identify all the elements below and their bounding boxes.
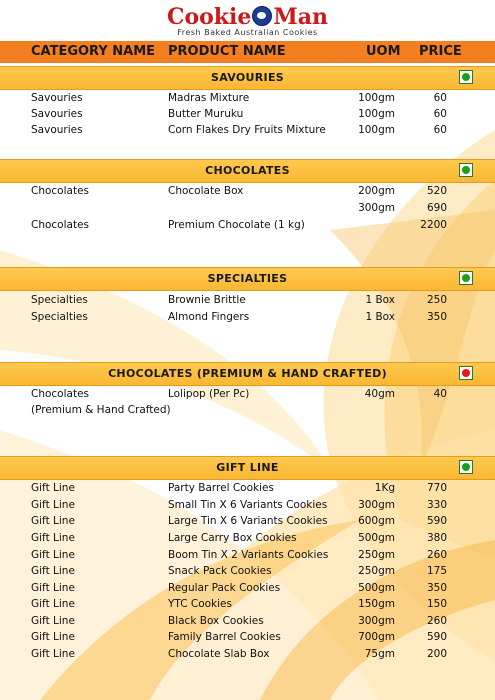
- menu-row: [0, 185, 495, 201]
- row-price: 60: [433, 108, 447, 120]
- row-uom: 250gm: [358, 549, 395, 561]
- row-uom: 150gm: [358, 598, 395, 610]
- row-price: 350: [426, 311, 447, 323]
- row-price: 380: [426, 532, 447, 544]
- row-uom: 40gm: [364, 388, 395, 400]
- brand-tagline: Fresh Baked Australian Cookies: [177, 28, 318, 37]
- row-uom: 300gm: [358, 615, 395, 627]
- row-price: 175: [426, 565, 447, 577]
- menu-row: [0, 565, 495, 581]
- row-category: Specialties: [31, 294, 88, 306]
- veg-marker-icon: [459, 70, 473, 84]
- row-product: Family Barrel Cookies: [168, 631, 281, 643]
- row-uom: 700gm: [358, 631, 395, 643]
- row-uom: 100gm: [358, 108, 395, 120]
- header-product: PRODUCT NAME: [168, 44, 286, 59]
- brand-name-part1: Cookie: [166, 4, 252, 30]
- row-product: Corn Flakes Dry Fruits Mixture: [168, 124, 326, 136]
- row-uom: 300gm: [358, 202, 395, 214]
- menu-row: [0, 549, 495, 565]
- row-uom: 1Kg: [374, 482, 395, 494]
- row-product: Chocolate Slab Box: [168, 648, 270, 660]
- mascot-icon: [252, 6, 272, 26]
- row-product: Snack Pack Cookies: [168, 565, 272, 577]
- row-price: 2200: [420, 219, 447, 231]
- row-uom: 1 Box: [365, 294, 395, 306]
- row-price: 260: [426, 549, 447, 561]
- row-uom: 75gm: [364, 648, 395, 660]
- row-category: Gift Line: [31, 549, 75, 561]
- section-band: [0, 267, 495, 291]
- row-product: Madras Mixture: [168, 92, 250, 104]
- row-category: Gift Line: [31, 615, 75, 627]
- row-category: Gift Line: [31, 515, 75, 527]
- menu-row: [0, 124, 495, 140]
- row-uom: 200gm: [358, 185, 395, 197]
- menu-row: [0, 615, 495, 631]
- section-band: [0, 456, 495, 480]
- menu-row: [0, 108, 495, 124]
- section-band: [0, 66, 495, 90]
- section-band: [0, 362, 495, 386]
- menu-row: [0, 92, 495, 108]
- row-category: Chocolates: [31, 388, 90, 400]
- menu-row: [0, 648, 495, 664]
- menu-row: [0, 202, 495, 218]
- menu-row: [0, 388, 495, 404]
- row-price: 40: [433, 388, 447, 400]
- row-product: Brownie Brittle: [168, 294, 246, 306]
- row-uom: 250gm: [358, 565, 395, 577]
- menu-row: [0, 582, 495, 598]
- row-category: (Premium & Hand Crafted): [31, 404, 171, 416]
- menu-row: [0, 294, 495, 310]
- row-category: Gift Line: [31, 631, 75, 643]
- menu-row: [0, 631, 495, 647]
- row-category: Gift Line: [31, 598, 75, 610]
- section-title: SAVOURIES: [211, 71, 284, 84]
- row-product: Party Barrel Cookies: [168, 482, 274, 494]
- row-price: 590: [426, 631, 447, 643]
- row-price: 770: [426, 482, 447, 494]
- row-category: Chocolates: [31, 185, 90, 197]
- table-header: [0, 41, 495, 63]
- nonveg-marker-icon: [459, 366, 473, 380]
- menu-row: [0, 404, 495, 420]
- row-price: 690: [426, 202, 447, 214]
- row-price: 200: [426, 648, 447, 660]
- veg-marker-icon: [459, 271, 473, 285]
- section-band: [0, 159, 495, 183]
- row-uom: 1 Box: [365, 311, 395, 323]
- veg-marker-icon: [459, 460, 473, 474]
- row-uom: 100gm: [358, 124, 395, 136]
- row-product: Black Box Cookies: [168, 615, 264, 627]
- row-category: Specialties: [31, 311, 88, 323]
- brand-name-part2: Man: [273, 4, 329, 30]
- row-price: 590: [426, 515, 447, 527]
- row-uom: 500gm: [358, 532, 395, 544]
- row-category: Chocolates: [31, 219, 90, 231]
- row-uom: 100gm: [358, 92, 395, 104]
- row-product: Almond Fingers: [168, 311, 250, 323]
- row-category: Savouries: [31, 124, 83, 136]
- row-category: Gift Line: [31, 582, 75, 594]
- row-category: Savouries: [31, 92, 83, 104]
- row-product: Regular Pack Cookies: [168, 582, 281, 594]
- row-product: YTC Cookies: [168, 598, 232, 610]
- menu-row: [0, 499, 495, 515]
- row-price: 350: [426, 582, 447, 594]
- section-title: CHOCOLATES (PREMIUM & HAND CRAFTED): [108, 367, 387, 380]
- row-product: Boom Tin X 2 Variants Cookies: [168, 549, 329, 561]
- row-uom: 300gm: [358, 499, 395, 511]
- menu-row: [0, 482, 495, 498]
- row-price: 520: [426, 185, 447, 197]
- row-category: Gift Line: [31, 499, 75, 511]
- row-price: 60: [433, 124, 447, 136]
- row-uom: 500gm: [358, 582, 395, 594]
- section-title: GIFT LINE: [216, 461, 279, 474]
- section-title: CHOCOLATES: [205, 164, 290, 177]
- brand-wordmark: [0, 4, 495, 30]
- header-price: PRICE: [419, 44, 462, 59]
- menu-row: [0, 219, 495, 235]
- row-product: Lolipop (Per Pc): [168, 388, 250, 400]
- row-price: 260: [426, 615, 447, 627]
- row-product: Chocolate Box: [168, 185, 244, 197]
- row-category: Gift Line: [31, 532, 75, 544]
- row-price: 330: [426, 499, 447, 511]
- row-product: Large Carry Box Cookies: [168, 532, 297, 544]
- menu-row: [0, 532, 495, 548]
- row-category: Gift Line: [31, 565, 75, 577]
- row-price: 60: [433, 92, 447, 104]
- menu-row: [0, 598, 495, 614]
- menu-row: [0, 311, 495, 327]
- row-uom: 600gm: [358, 515, 395, 527]
- row-price: 150: [426, 598, 447, 610]
- section-title: SPECIALTIES: [207, 272, 288, 285]
- row-category: Gift Line: [31, 648, 75, 660]
- menu-row: [0, 515, 495, 531]
- row-product: Large Tin X 6 Variants Cookies: [168, 515, 328, 527]
- brand-logo: [0, 4, 495, 42]
- header-category: CATEGORY NAME: [31, 44, 156, 59]
- row-category: Gift Line: [31, 482, 75, 494]
- veg-marker-icon: [459, 163, 473, 177]
- row-product: Small Tin X 6 Variants Cookies: [168, 499, 328, 511]
- row-category: Savouries: [31, 108, 83, 120]
- header-uom: UOM: [366, 44, 401, 59]
- row-product: Butter Muruku: [168, 108, 244, 120]
- row-price: 250: [426, 294, 447, 306]
- row-product: Premium Chocolate (1 kg): [168, 219, 305, 231]
